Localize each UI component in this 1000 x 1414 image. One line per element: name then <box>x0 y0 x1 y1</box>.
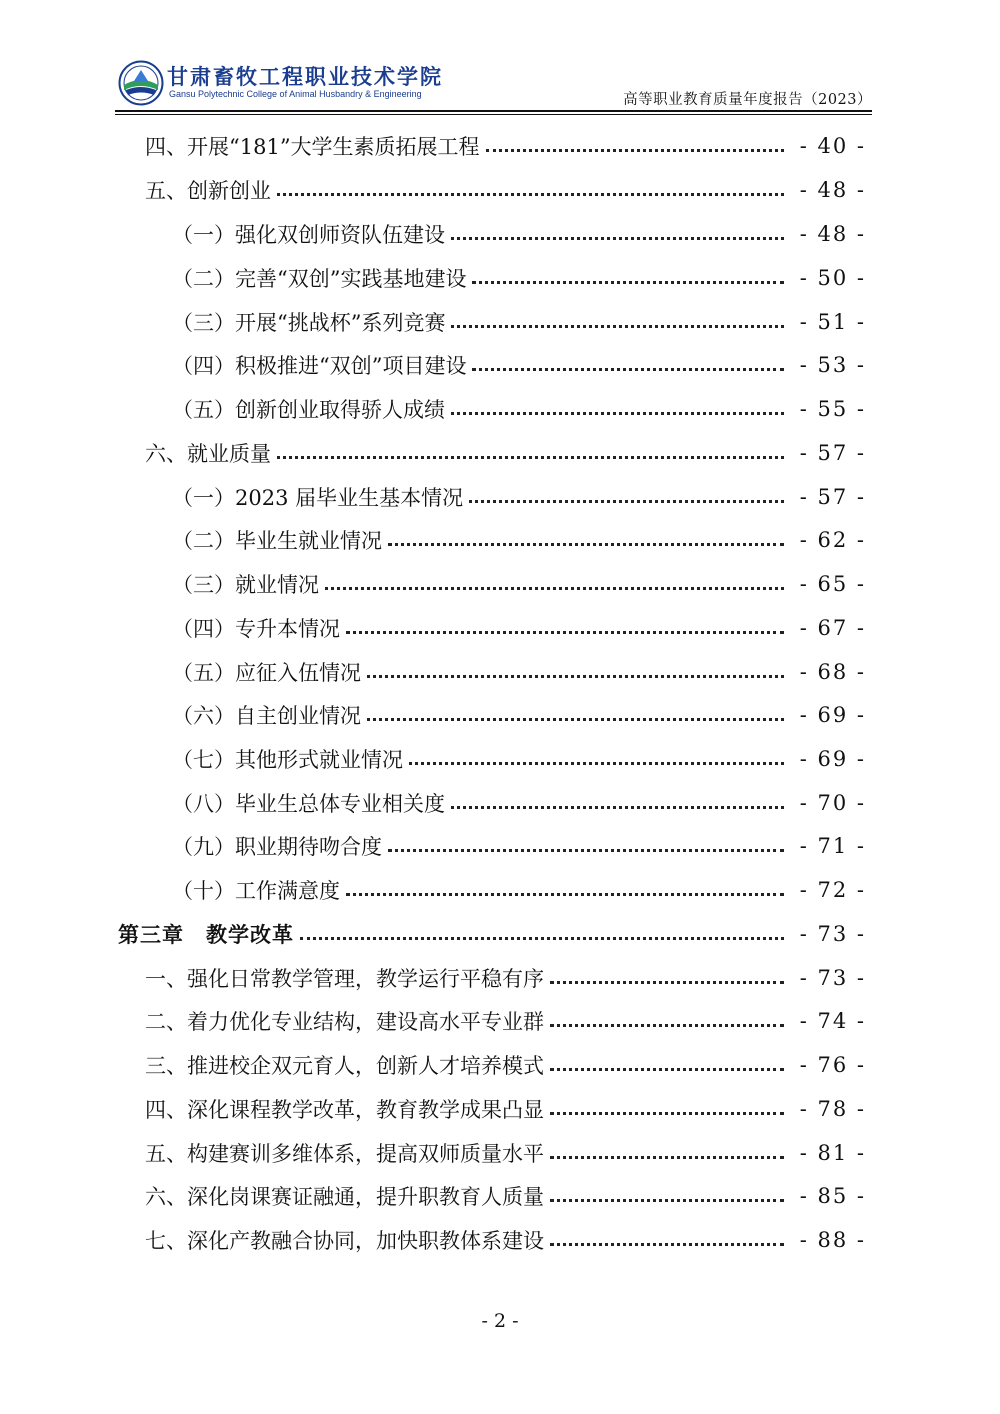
toc-entry-page: - 74 - <box>799 1009 866 1033</box>
toc-entry-label: （二）毕业生就业情况 <box>172 529 382 553</box>
toc-entry-label: 一、强化日常教学管理，教学运行平稳有序 <box>145 967 544 991</box>
dot-leader <box>550 981 784 984</box>
toc-entry[interactable] <box>145 960 866 996</box>
toc-entry-label: （五）应征入伍情况 <box>172 661 361 685</box>
dot-leader <box>409 762 784 765</box>
school-name-en: Gansu Polytechnic College of Animal Husbandry & Engineering <box>169 89 422 99</box>
dot-leader <box>472 368 784 371</box>
toc-entry-label: （八）毕业生总体专业相关度 <box>172 792 445 816</box>
dot-leader <box>451 237 784 240</box>
toc-entry-label: （三）就业情况 <box>172 573 319 597</box>
dot-leader <box>325 587 784 590</box>
toc-entry-label: 六、深化岗课赛证融通，提升职教育人质量 <box>145 1185 544 1209</box>
toc-entry-page: - 48 - <box>799 222 866 246</box>
toc-entry-label: （三）开展“挑战杯”系列竞赛 <box>172 311 446 335</box>
toc-entry-page: - 85 - <box>799 1184 866 1208</box>
dot-leader <box>300 937 784 940</box>
dot-leader <box>550 1112 784 1115</box>
toc-entry-page: - 73 - <box>799 922 866 946</box>
toc-entry[interactable] <box>172 304 866 340</box>
toc-entry[interactable] <box>145 435 866 471</box>
dot-leader <box>367 675 784 678</box>
header-divider-thin <box>115 114 872 115</box>
dot-leader <box>550 1156 784 1159</box>
dot-leader <box>451 806 784 809</box>
toc-entry-page: - 48 - <box>799 178 866 202</box>
toc-entry[interactable] <box>145 1135 866 1171</box>
toc-entry-page: - 50 - <box>799 266 866 290</box>
toc-entry[interactable] <box>145 1003 866 1039</box>
toc-entry[interactable] <box>172 522 866 558</box>
dot-leader <box>550 1024 784 1027</box>
toc-chapter-entry[interactable] <box>118 916 866 952</box>
toc-entry[interactable] <box>172 872 866 908</box>
toc-entry-label: （六）自主创业情况 <box>172 704 361 728</box>
dot-leader <box>346 631 784 634</box>
toc-entry-page: - 69 - <box>799 703 866 727</box>
toc-entry-page: - 51 - <box>799 310 866 334</box>
toc-entry[interactable] <box>145 128 866 164</box>
page-number: - 2 - <box>481 1310 519 1332</box>
toc-entry[interactable] <box>172 828 866 864</box>
toc-entry-label: （五）创新创业取得骄人成绩 <box>172 398 445 422</box>
toc-entry-label: 七、深化产教融合协同，加快职教体系建设 <box>145 1229 544 1253</box>
toc-entry-label: （七）其他形式就业情况 <box>172 748 403 772</box>
toc-entry-label: （一）强化双创师资队伍建设 <box>172 223 445 247</box>
toc-entry[interactable] <box>145 1091 866 1127</box>
dot-leader <box>486 149 784 152</box>
toc-entry[interactable] <box>172 479 866 515</box>
toc-entry-label: 五、创新创业 <box>145 179 271 203</box>
toc-entry-page: - 55 - <box>799 397 866 421</box>
toc-entry-page: - 65 - <box>799 572 866 596</box>
dot-leader <box>388 543 784 546</box>
toc-entry[interactable] <box>145 1047 866 1083</box>
report-title: 高等职业教育质量年度报告（2023） <box>623 92 872 108</box>
toc-entry[interactable] <box>172 216 866 252</box>
toc-entry-page: - 81 - <box>799 1141 866 1165</box>
toc-entry-label: 二、着力优化专业结构，建设高水平专业群 <box>145 1010 544 1034</box>
toc-entry-label: （四）专升本情况 <box>172 617 340 641</box>
toc-entry-page: - 62 - <box>799 528 866 552</box>
toc-entry[interactable] <box>172 741 866 777</box>
toc-entry-label: 五、构建赛训多维体系，提高双师质量水平 <box>145 1142 544 1166</box>
dot-leader <box>367 718 784 721</box>
toc-entry-label: （二）完善“双创”实践基地建设 <box>172 267 467 291</box>
toc-entry-page: - 57 - <box>799 441 866 465</box>
dot-leader <box>388 849 784 852</box>
toc-entry-page: - 88 - <box>799 1228 866 1252</box>
toc-entry[interactable] <box>172 391 866 427</box>
toc-entry[interactable] <box>172 654 866 690</box>
toc-entry[interactable] <box>145 172 866 208</box>
toc-entry[interactable] <box>145 1222 866 1258</box>
toc-entry[interactable] <box>172 697 866 733</box>
toc-entry-label: 三、推进校企双元育人，创新人才培养模式 <box>145 1054 544 1078</box>
toc-entry[interactable] <box>172 785 866 821</box>
toc-entry-label: （一）2023 届毕业生基本情况 <box>172 486 464 510</box>
toc-entry[interactable] <box>172 610 866 646</box>
dot-leader <box>550 1199 784 1202</box>
toc-entry-label: 第三章 教学改革 <box>118 922 294 947</box>
page-header <box>115 58 872 110</box>
toc-entry-label: 四、开展“181”大学生素质拓展工程 <box>145 135 480 159</box>
dot-leader <box>451 412 784 415</box>
school-emblem-icon <box>118 60 164 106</box>
toc-entry-page: - 68 - <box>799 660 866 684</box>
dot-leader <box>550 1243 784 1246</box>
toc-entry-label: 四、深化课程教学改革，教育教学成果凸显 <box>145 1098 544 1122</box>
dot-leader <box>472 281 784 284</box>
dot-leader <box>277 456 784 459</box>
toc-entry-page: - 72 - <box>799 878 866 902</box>
dot-leader <box>469 500 784 503</box>
toc-entry-label: （九）职业期待吻合度 <box>172 835 382 859</box>
toc-entry[interactable] <box>145 1178 866 1214</box>
toc-entry-page: - 40 - <box>799 134 866 158</box>
toc-entry-page: - 71 - <box>799 834 866 858</box>
dot-leader <box>277 193 784 196</box>
toc-entry[interactable] <box>172 260 866 296</box>
toc-entry[interactable] <box>172 347 866 383</box>
toc-entry[interactable] <box>172 566 866 602</box>
header-divider <box>115 110 872 112</box>
toc-entry-label: 六、就业质量 <box>145 442 271 466</box>
toc-entry-page: - 73 - <box>799 966 866 990</box>
toc-entry-label: （十）工作满意度 <box>172 879 340 903</box>
dot-leader <box>346 893 784 896</box>
toc-entry-page: - 78 - <box>799 1097 866 1121</box>
dot-leader <box>550 1068 784 1071</box>
toc-entry-label: （四）积极推进“双创”项目建设 <box>172 354 467 378</box>
dot-leader <box>451 325 784 328</box>
toc-entry-page: - 53 - <box>799 353 866 377</box>
toc-entry-page: - 69 - <box>799 747 866 771</box>
toc-entry-page: - 76 - <box>799 1053 866 1077</box>
toc-entry-page: - 70 - <box>799 791 866 815</box>
toc-entry-page: - 57 - <box>799 485 866 509</box>
school-name-cn: 甘肃畜牧工程职业技术学院 <box>167 64 443 89</box>
toc-entry-page: - 67 - <box>799 616 866 640</box>
